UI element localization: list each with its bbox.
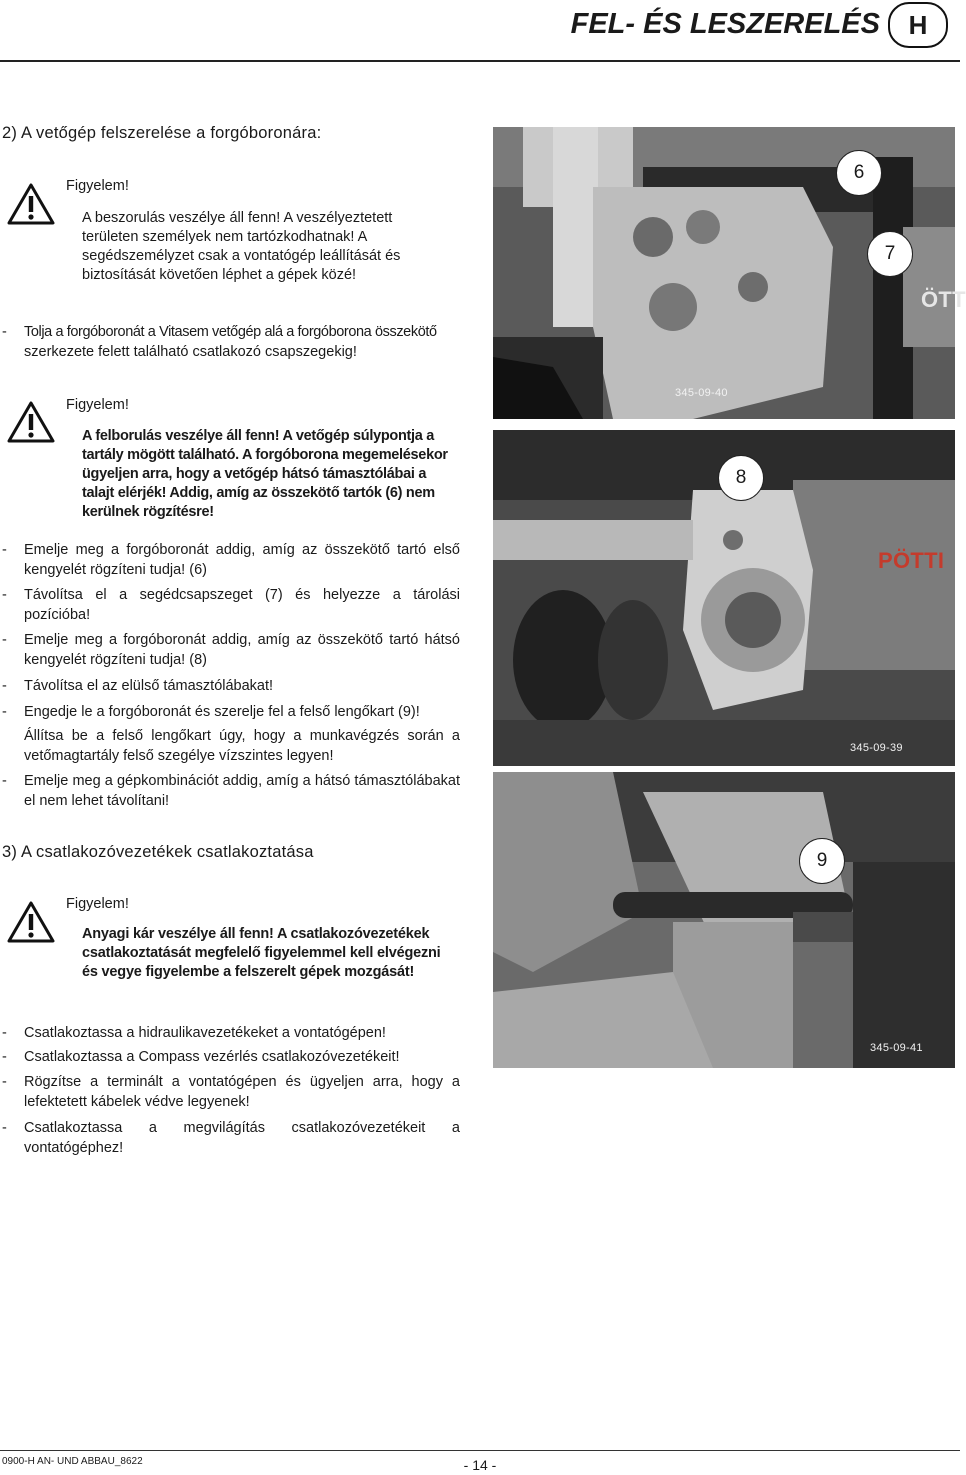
section-letter-badge: H: [888, 2, 948, 48]
warning-1-text: A beszorulás veszélye áll fenn! A veszélyeztetett területen személyek nem tartózkodhatnak! A segédszemélyzet csak a vontatógép leállítását és biztosítását követően léphet a gépek közé!: [82, 210, 401, 283]
step-connect-lighting: - Csatlakoztassa a megvilágítás csatlakozóvezetékeit a vontatógéphez!: [2, 1120, 460, 1156]
warning-icon: [6, 400, 56, 444]
brand-logo-fragment: ÖTT: [921, 287, 966, 312]
step-connect-hydraulics: - Csatlakoztassa a hidraulikavezetékeket a vontatógépen!: [2, 1025, 386, 1041]
step-push-harrow: - Tolja a forgóboronát a Vitasem vetőgép alá a forgóborona összekötő szerkezete felett található csatlakozó csapszegekig!: [2, 324, 437, 360]
callout-7: 7: [867, 231, 913, 277]
document-code: 0900-H AN- UND ABBAU_8622: [2, 1456, 143, 1467]
step-raise-front: - Emelje meg a forgóboronát addig, amíg az összekötő tartó első kengyelét rögzíteni tudja! (6): [2, 542, 460, 578]
warning-2-label: Figyelem!: [66, 397, 129, 413]
photo-top-link: [493, 772, 955, 1068]
photo-rear-bracket: [493, 430, 955, 766]
footer-divider: [0, 1450, 960, 1451]
section-3-heading: 3) A csatlakozóvezetékek csatlakoztatása: [2, 843, 314, 861]
page-header-title: FEL- ÉS LESZERELÉS: [570, 8, 880, 40]
step-connect-compass: - Csatlakoztassa a Compass vezérlés csatlakozóvezetékeit!: [2, 1049, 400, 1065]
photo-code: 345-09-39: [850, 742, 903, 754]
brand-logo-fragment: PÖTTI: [878, 548, 945, 573]
callout-8: 8: [718, 455, 764, 501]
header-divider: [0, 60, 960, 62]
callout-9: 9: [799, 838, 845, 884]
page-number: - 14 -: [463, 1457, 497, 1473]
warning-3-text: Anyagi kár veszélye áll fenn! A csatlakozóvezetékek csatlakoztatását megfelelő figyelemmel kell elvégezni és vegye figyelembe a felszerelt gépek mozgását!: [82, 926, 441, 980]
step-raise-rear: - Emelje meg a forgóboronát addig, amíg az összekötő tartó hátsó kengyelét rögzíteni tudja! (8): [2, 632, 460, 668]
photo-code: 345-09-41: [870, 1042, 923, 1054]
step-remove-front-legs: - Távolítsa el az elülső támasztólábakat!: [2, 678, 274, 694]
warning-1-label: Figyelem!: [66, 178, 129, 194]
warning-icon: [6, 182, 56, 226]
photo-coupling-pins: [493, 127, 966, 419]
photo-code: 345-09-40: [675, 387, 728, 399]
warning-3-label: Figyelem!: [66, 896, 129, 912]
step-remove-pin: - Távolítsa el a segédcsapszeget (7) és helyezze a tárolási pozícióba!: [2, 587, 460, 623]
callout-6: 6: [836, 150, 882, 196]
step-mount-terminal: - Rögzítse a terminált a vontatógépen és ügyeljen arra, hogy a lefektetett kábelek védve legyenek!: [2, 1074, 460, 1110]
step-lower-harrow: - Engedje le a forgóboronát és szerelje fel a felső lengőkart (9)!: [2, 704, 420, 720]
section-2-heading: 2) A vetőgép felszerelése a forgóboronára:: [2, 124, 322, 142]
warning-2-text: A felborulás veszélye áll fenn! A vetőgép súlypontja a tartály mögött található. A forgóborona megemelésekor ügyeljen arra, hogy a vetőgép hátsó támasztólábai a talajt elérjék! Addig, amíg az összekötő tartók (6) nem kerülnek rögzítésre!: [82, 428, 448, 520]
warning-icon: [6, 900, 56, 944]
note-adjust-top-link: Állítsa be a felső lengőkart úgy, hogy a munkavégzés során a vetőmagtartály felső szegélye vízszintes legyen!: [24, 728, 460, 764]
step-raise-combination: - Emelje meg a gépkombinációt addig, amíg a hátsó támasztólábakat el nem lehet távolítani!: [2, 773, 460, 809]
